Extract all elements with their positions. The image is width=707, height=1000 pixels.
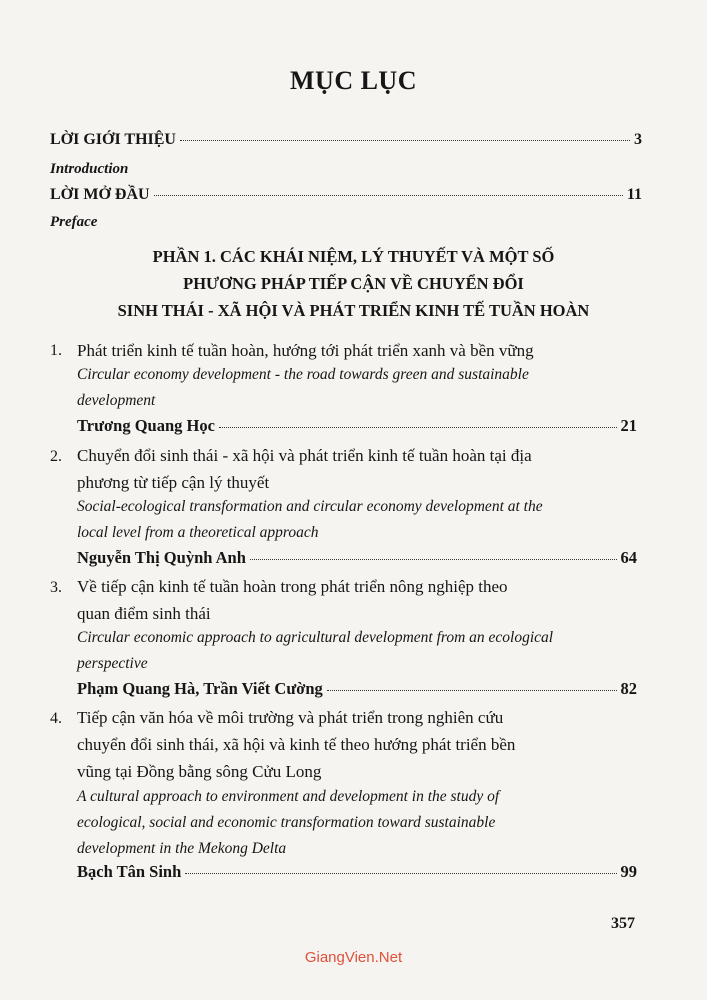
entry-author-line xyxy=(77,548,637,568)
title-line: phương từ tiếp cận lý thuyết xyxy=(77,473,270,492)
entry-number: 3. xyxy=(50,579,62,596)
leader-dots xyxy=(250,559,617,560)
entry-english-title xyxy=(77,625,637,677)
title-line: Chuyển đổi sinh thái - xã hội và phát triển kinh tế tuần hoàn tại địa xyxy=(77,446,532,465)
entry-vietnamese-title xyxy=(77,704,637,785)
title-line: ecological, social and economic transformation toward sustainable xyxy=(77,814,496,831)
leader-dots xyxy=(327,690,617,691)
entry-number: 1. xyxy=(50,342,62,359)
leader-dots xyxy=(154,195,623,196)
entry-english-title xyxy=(77,494,637,546)
author-name: Nguyễn Thị Quỳnh Anh xyxy=(77,548,246,567)
toc-page-number: 82 xyxy=(620,679,637,698)
entry-english-title xyxy=(77,784,637,862)
part-heading-line: PHẦN 1. CÁC KHÁI NIỆM, LÝ THUYẾT VÀ MỘT SỐ xyxy=(152,247,555,266)
title-line: Circular economic approach to agricultural development from an ecological xyxy=(77,629,554,646)
toc-label: LỜI MỞ ĐẦU xyxy=(50,186,150,203)
title-line: Social-ecological transformation and circular economy development at the xyxy=(77,498,543,515)
toc-page-number: 64 xyxy=(620,548,637,567)
toc-page-number: 21 xyxy=(620,416,637,435)
entry-author-line xyxy=(77,416,637,436)
entry-author-line xyxy=(77,862,637,882)
title-line: Circular economy development - the road towards green and sustainable xyxy=(77,366,529,383)
author-name: Bạch Tân Sinh xyxy=(77,862,182,881)
page-number: 357 xyxy=(611,915,635,932)
toc-english-label: Preface xyxy=(50,214,98,230)
title-line: local level from a theoretical approach xyxy=(77,524,319,541)
author-name: Trương Quang Học xyxy=(77,416,215,435)
title-line: perspective xyxy=(77,655,148,672)
part-heading-line: PHƯƠNG PHÁP TIẾP CẬN VỀ CHUYỂN ĐỔI xyxy=(183,274,524,293)
entry-number: 4. xyxy=(50,710,62,727)
entry-vietnamese-title xyxy=(77,337,637,364)
leader-dots xyxy=(180,140,630,141)
toc-label: LỜI GIỚI THIỆU xyxy=(50,131,176,148)
title-line: A cultural approach to environment and development in the study of xyxy=(77,788,500,805)
toc-page-number: 3 xyxy=(634,131,642,148)
entry-vietnamese-title xyxy=(77,573,637,627)
author-name: Phạm Quang Hà, Trần Viết Cường xyxy=(77,679,323,698)
toc-english-label: Introduction xyxy=(50,161,129,177)
page-title: MỤC LỤC xyxy=(290,66,417,95)
title-line: chuyển đổi sinh thái, xã hội và kinh tế theo hướng phát triển bền xyxy=(77,735,516,754)
title-line: Phát triển kinh tế tuần hoàn, hướng tới phát triển xanh và bền vững xyxy=(77,341,534,360)
leader-dots xyxy=(185,873,616,874)
toc-line-preface xyxy=(50,186,642,204)
watermark-text: GiangVien.Net xyxy=(304,949,403,966)
toc-page-number: 11 xyxy=(626,186,642,203)
toc-page-number: 99 xyxy=(620,862,637,881)
title-line: Về tiếp cận kinh tế tuần hoàn trong phát triển nông nghiệp theo xyxy=(77,577,508,596)
title-line: development xyxy=(77,392,156,409)
toc-line-introduction xyxy=(50,131,642,149)
title-line: Tiếp cận văn hóa về môi trường và phát triển trong nghiên cứu xyxy=(77,708,504,727)
title-line: quan điểm sinh thái xyxy=(77,604,211,623)
leader-dots xyxy=(219,427,617,428)
part-heading-line: SINH THÁI - XÃ HỘI VÀ PHÁT TRIỂN KINH TẾ TUẦN HOÀN xyxy=(117,301,590,320)
entry-number: 2. xyxy=(50,448,62,465)
entry-vietnamese-title xyxy=(77,442,637,496)
entry-author-line xyxy=(77,679,637,699)
title-line: vũng tại Đồng bằng sông Cửu Long xyxy=(77,762,322,781)
entry-english-title xyxy=(77,362,637,414)
title-line: development in the Mekong Delta xyxy=(77,840,287,857)
